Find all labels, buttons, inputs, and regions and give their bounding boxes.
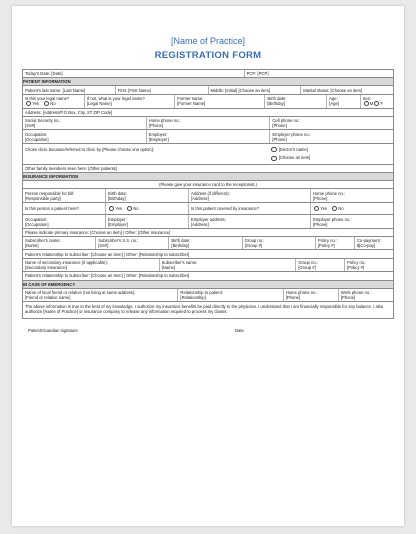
group-field[interactable]	[243, 237, 316, 249]
middle-field[interactable]	[209, 86, 302, 93]
cell-phone-value[interactable]: [Phone]	[272, 123, 287, 129]
emergency-row	[22, 289, 394, 302]
ins-occupation-label: Occupation:	[25, 216, 48, 222]
is-patient-options	[106, 203, 189, 214]
legal-q-label: Is this your legal name?	[25, 95, 70, 101]
covered-no-radio[interactable]	[332, 206, 337, 211]
subscriber-label: Subscriber's name:	[25, 238, 61, 244]
age-field[interactable]	[327, 95, 360, 108]
policy2-field[interactable]	[345, 259, 393, 271]
sex-field	[361, 95, 393, 108]
copay-label: Co-payment:	[356, 238, 381, 244]
cell-phone-label: Cell phone no.:	[272, 118, 301, 124]
resp-home-value[interactable]: [Phone]	[313, 195, 328, 201]
female-radio[interactable]	[374, 101, 379, 106]
employer-value[interactable]: [Employer]	[148, 136, 169, 142]
ins-occupation-row	[22, 215, 394, 228]
subscriber-value[interactable]: [Name]	[25, 243, 39, 249]
subscriber2-value[interactable]: [Name]	[161, 265, 176, 270]
pcp-field[interactable]	[245, 70, 393, 77]
home-phone-value[interactable]: [Phone]	[148, 123, 164, 129]
subscriber-birth-label: Birth date:	[171, 238, 191, 244]
first-name-field[interactable]	[116, 86, 209, 93]
resp-address-field[interactable]	[189, 189, 311, 201]
group-label: Group no.:	[244, 238, 265, 244]
secondary-field[interactable]	[23, 259, 160, 271]
resp-birth-field[interactable]	[106, 189, 189, 201]
is-patient-yes-radio[interactable]	[109, 206, 114, 211]
birth-label: Birth date:	[267, 95, 287, 101]
policy-label: Policy no.:	[317, 238, 338, 244]
em-work-value[interactable]: [Phone]	[340, 294, 356, 300]
f-label: F	[380, 100, 384, 106]
signature-row	[22, 319, 394, 335]
last-name-value[interactable]: [Last Name]	[62, 87, 86, 93]
em-relationship-label: Relationship to patient:	[180, 289, 224, 295]
todays-date-field[interactable]	[23, 70, 245, 77]
emergency-header	[22, 281, 394, 289]
practice-name[interactable]: [Name of Practice]	[170, 36, 246, 46]
m-label: M	[369, 100, 374, 106]
ins-employer-phone-label: Employer phone no.:	[313, 216, 352, 222]
responsible-label: Person responsible for bill:	[25, 190, 75, 196]
subscriber-birth-value[interactable]: [Birthday]	[171, 243, 190, 249]
group2-field[interactable]	[296, 259, 345, 271]
pcp-value[interactable]: [PCP]	[257, 71, 269, 77]
occupation-row	[22, 130, 394, 143]
ins-employer-phone-field[interactable]	[311, 215, 393, 227]
copay-field[interactable]	[355, 237, 393, 249]
responsible-field[interactable]	[23, 189, 106, 201]
marital-field[interactable]	[301, 86, 393, 93]
is-patient-question: Is this person a patient here?	[23, 203, 106, 214]
former-name-field[interactable]	[175, 95, 265, 108]
section-title: PATIENT INFORMATION	[23, 79, 71, 85]
relationship-line[interactable]: Patient's relationship to subscriber: [Choose an item] | Other: [Relationship to subscriber]	[25, 251, 190, 257]
marital-dropdown[interactable]: [Choose an item]	[330, 87, 363, 93]
family-field[interactable]	[23, 165, 393, 172]
name-row	[22, 86, 394, 94]
former-name-value[interactable]: [Former Name]	[177, 100, 206, 106]
resp-address-value[interactable]: [Address]	[191, 195, 209, 201]
occupation-label: Occupation:	[25, 131, 48, 137]
relationship2-row	[22, 272, 394, 280]
yes-radio[interactable]	[26, 101, 31, 106]
top-row	[22, 69, 394, 78]
doctor-option[interactable]: [Doctor's name]	[278, 146, 308, 152]
secondary-value[interactable]: [Secondary Insurance]	[25, 265, 67, 270]
legal-name-field[interactable]	[85, 95, 175, 108]
middle-label: Middle:	[210, 87, 224, 93]
em-home-field[interactable]	[284, 289, 339, 301]
sex-label: Sex:	[362, 95, 371, 101]
pcp-label: PCP:	[246, 71, 257, 77]
employer-field[interactable]	[147, 130, 271, 142]
policy2-label: Policy no.:	[347, 260, 367, 265]
last-name-label: Patient's last name:	[25, 87, 62, 93]
friend-label: Name of local friend or relative (not living at same address):	[25, 289, 136, 295]
ins-employer-address-label: Employer address:	[191, 216, 226, 222]
choose-radio[interactable]	[271, 156, 276, 161]
patient-here-row	[22, 203, 394, 215]
address-field[interactable]	[23, 109, 393, 116]
policy2-value[interactable]: [Policy #]	[347, 265, 365, 270]
em-relationship-value[interactable]: [Relationship]	[180, 294, 206, 300]
employer-phone-label: Employer phone no.:	[272, 131, 311, 137]
subscriber-ss-label: Subscriber's S.S. no.:	[98, 238, 139, 244]
responsible-value[interactable]: [Responsible party]	[25, 195, 61, 201]
subscriber-birth-field[interactable]	[169, 237, 242, 249]
ins-employer-address-value[interactable]: [Address]	[191, 221, 209, 227]
employer-phone-value[interactable]: [Phone]	[272, 136, 287, 142]
former-label: Former name:	[177, 95, 204, 101]
covered-question: Is this patient covered by insurance?	[189, 203, 311, 214]
subscriber-field[interactable]	[23, 237, 96, 249]
authorization-statement: The above information is true to the best of my knowledge. I authorize my insurance benefits be paid directly to the physician. I understand that I am financially responsible for any balance. I also authorize [Name of Practice] or insurance company to release any information required to process my claims.	[25, 303, 384, 315]
birth-value[interactable]: [Birthday]	[267, 100, 286, 106]
yes-label: Yes	[115, 205, 123, 211]
clinic-question: Chose clinic because/referred to clinic by [Please choose one option]:	[25, 146, 154, 152]
no-label: No	[133, 205, 139, 211]
legal-name-question	[23, 95, 85, 108]
date-value[interactable]: [Date]	[51, 71, 63, 77]
address-label: Address:	[25, 109, 42, 115]
em-home-label: Home phone no.:	[285, 289, 318, 295]
covered-yes-radio[interactable]	[314, 206, 319, 211]
form-page	[12, 6, 404, 526]
occupation-value[interactable]: [Occupation]	[25, 136, 49, 142]
employer-label: Employer:	[148, 131, 168, 137]
primary-insurance-line[interactable]: Please indicate primary insurance: [Choose an item] | Other: [Other insurance]	[25, 229, 171, 235]
ssn-value[interactable]: [SS#]	[25, 123, 36, 129]
em-home-value[interactable]: [Phone]	[285, 294, 301, 300]
doctor-radio[interactable]	[271, 147, 276, 152]
resp-address-label: Address (if different):	[191, 190, 230, 196]
subscriber-ss-field[interactable]	[96, 237, 169, 249]
family-value[interactable]: [Other patients]	[88, 165, 117, 171]
registration-form	[22, 69, 394, 335]
birth-date-field[interactable]	[265, 95, 327, 108]
legal-name-row	[22, 95, 394, 109]
male-radio[interactable]	[364, 101, 369, 106]
group2-label: Group no.:	[298, 260, 319, 265]
group2-value[interactable]: [Group #]	[298, 265, 316, 270]
insurance-note: (Please give your insurance card to the receptionist.)	[159, 182, 257, 188]
form-title: REGISTRATION FORM	[154, 50, 262, 61]
occupation-field[interactable]	[23, 130, 147, 142]
friend-field[interactable]	[23, 289, 178, 301]
ins-employer-value[interactable]: [Employer]	[108, 221, 129, 227]
section-title: INSURANCE INFORMATION	[23, 174, 79, 180]
section-title: IN CASE OF EMERGENCY	[23, 281, 76, 287]
date-label[interactable]: Date	[235, 327, 244, 333]
marital-label: Marital status:	[303, 87, 330, 93]
age-label: Age:	[329, 95, 338, 101]
last-name-field[interactable]	[23, 86, 116, 93]
em-work-field[interactable]	[339, 289, 393, 301]
no-radio[interactable]	[44, 101, 49, 106]
middle-dropdown[interactable]: [Choose an item]	[238, 87, 271, 93]
ins-employer-field[interactable]	[106, 215, 189, 227]
resp-birth-value[interactable]: [Birthday]	[108, 195, 126, 201]
subscriber2-label: Subscriber's name:	[161, 260, 198, 265]
responsible-row	[22, 189, 394, 202]
middle-value[interactable]: [Initial]	[225, 87, 238, 93]
secondary-row	[22, 259, 394, 272]
ins-occupation-value[interactable]: [Occupation]	[25, 221, 49, 227]
statement-row	[22, 302, 394, 319]
first-name-label: First:	[117, 87, 128, 93]
copay-value[interactable]: $[Co-pay]	[356, 243, 376, 249]
secondary-label: Name of secondary insurance (if applicable):	[25, 260, 108, 265]
subscriber-row	[22, 237, 394, 250]
primary-insurance-row	[22, 229, 394, 237]
cell-phone-field[interactable]	[270, 117, 393, 129]
resp-home-field[interactable]	[311, 189, 393, 201]
policy-field[interactable]	[316, 237, 355, 249]
resp-home-label: Home phone no.:	[313, 190, 346, 196]
no-label: No	[50, 100, 56, 106]
is-patient-no-radio[interactable]	[127, 206, 132, 211]
family-row	[22, 165, 394, 173]
employer-phone-field[interactable]	[270, 130, 393, 142]
ssn-label: Social Security no.:	[25, 118, 61, 124]
insurance-info-header	[22, 173, 394, 181]
clinic-options	[268, 144, 393, 164]
covered-options	[311, 203, 393, 214]
yes-label: Yes	[320, 205, 328, 211]
ins-employer-label: Employer:	[108, 216, 127, 222]
patient-info-header	[22, 78, 394, 86]
relationship2-line[interactable]: Patient's relationship to subscriber: [Choose an item] | Other: [Relationship to subscriber]	[25, 273, 190, 279]
group-value[interactable]: [Group #]	[244, 243, 263, 249]
subscriber-ss-value[interactable]: [SS#]	[98, 243, 109, 249]
legal-name-value[interactable]: [Legal Name]	[86, 100, 112, 106]
first-name-value[interactable]: [First Name]	[128, 87, 152, 93]
subscriber2-field[interactable]	[160, 259, 297, 271]
friend-value[interactable]: [Friend or relative name]	[25, 294, 71, 300]
date-label: Today's Date:	[25, 71, 51, 77]
relationship-row	[22, 250, 394, 258]
home-phone-label: Home phone no.:	[148, 118, 181, 124]
address-value[interactable]: [Address/P.O Box, City, ST ZIP Code]	[42, 109, 113, 115]
em-work-label: Work phone no.:	[340, 289, 372, 295]
signature-label[interactable]: Patient/Guardian signature	[28, 327, 78, 333]
home-phone-field[interactable]	[147, 117, 271, 129]
resp-birth-label: Birth date:	[108, 190, 128, 196]
ssn-field[interactable]	[23, 117, 147, 129]
ins-employer-address-field[interactable]	[189, 215, 311, 227]
ins-employer-phone-value[interactable]: [Phone]	[313, 221, 328, 227]
age-value[interactable]: [Age]	[329, 100, 339, 106]
yes-label: Yes	[32, 100, 40, 106]
choose-option[interactable]: [Choose an item]	[278, 155, 311, 161]
address-row	[22, 109, 394, 117]
policy-value[interactable]: [Policy #]	[317, 243, 335, 249]
ins-occupation-field[interactable]	[23, 215, 106, 227]
legal-if-label: If not, what is your legal name?	[86, 95, 145, 101]
ssn-row	[22, 117, 394, 130]
no-label: No	[338, 205, 344, 211]
family-label: Other family members seen here:	[25, 165, 88, 171]
em-relationship-field[interactable]	[178, 289, 283, 301]
clinic-referral-row	[22, 144, 394, 165]
insurance-note-row	[22, 181, 394, 189]
